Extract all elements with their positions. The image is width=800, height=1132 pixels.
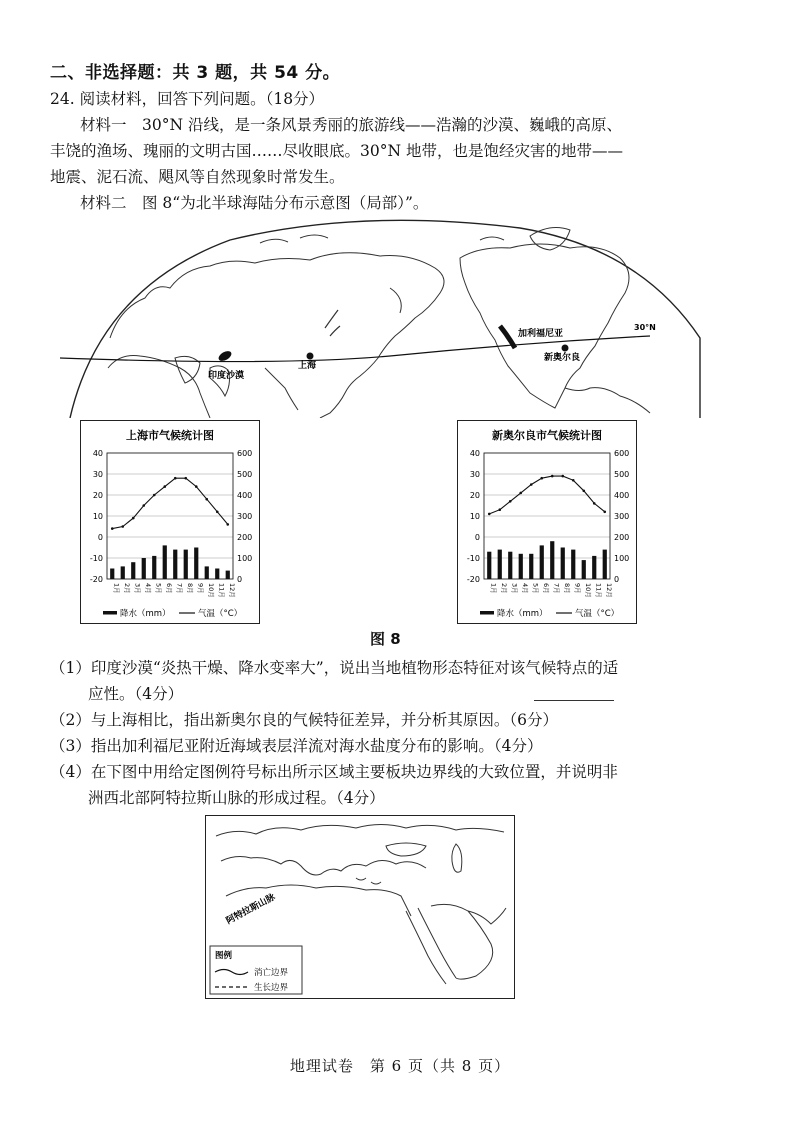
shanghai-legend-precip: 降水（mm） [120, 609, 171, 619]
shanghai-right-tick: 0 [237, 575, 243, 584]
shanghai-left-tick: 20 [92, 491, 103, 500]
new-orleans-precip-bar [603, 550, 607, 579]
new-orleans-month-label: 9月 [573, 583, 582, 594]
iberia-italy-coast [221, 857, 426, 875]
hemisphere-map [60, 218, 710, 418]
sub-question-1-line-2: 应性。（4分） [88, 685, 184, 703]
shanghai-right-tick: 100 [237, 554, 253, 563]
question-24-header [50, 87, 324, 111]
shanghai-temp-point [195, 485, 198, 488]
shanghai-right-tick: 300 [237, 512, 253, 521]
new-orleans-temp-point [530, 483, 533, 486]
shanghai-month-label: 12月 [227, 583, 236, 598]
new-orleans-temp-point [603, 511, 606, 514]
shanghai-temp-point [174, 477, 177, 480]
new-orleans-month-label: 2月 [499, 583, 508, 594]
legend-title: 图例 [215, 951, 233, 961]
new-orleans-right-tick: 500 [614, 470, 630, 479]
shanghai-left-tick: 10 [92, 512, 103, 521]
shanghai-climate-chart [80, 420, 260, 624]
new-orleans-precip-bar [487, 552, 491, 579]
shanghai-month-label: 3月 [133, 583, 142, 594]
shanghai-title: 上海市气候统计图 [126, 429, 214, 442]
new-orleans-left-tick: 20 [469, 491, 480, 500]
plate-map-svg [206, 816, 514, 998]
new-orleans-precip-bar [592, 556, 596, 579]
new-orleans-right-tick: 400 [614, 491, 630, 500]
shanghai-month-label: 6月 [164, 583, 173, 594]
kamchatka [390, 288, 401, 313]
shanghai-temp-point [132, 517, 135, 520]
map-label-30n: 30°N [634, 323, 656, 332]
persian-gulf [468, 908, 506, 924]
material-2-line: 材料二 图 8“为北半球海陆分布示意图（局部）”。 [80, 194, 429, 212]
material-1-line-3: 地震、泥石流、飓风等自然现象时常发生。 [50, 168, 345, 186]
shanghai-temp-point [205, 498, 208, 501]
new-orleans-climate-chart [457, 420, 637, 624]
sub-question-3: （3）指出加利福尼亚附近海域表层洋流对海水盐度分布的影响。（4分） [50, 737, 543, 755]
material-1-line-2: 丰饶的渔场、瑰丽的文明古国……尽收眼底。30°N 地带，也是饱经灾害的地带—— [50, 142, 623, 160]
new-orleans-month-label: 4月 [520, 583, 529, 594]
new-orleans-precip-bar [582, 560, 586, 579]
material-1-line-1: 材料一 30°N 沿线，是一条风景秀丽的旅游线——浩瀚的沙漠、巍峨的高原、 [80, 116, 622, 134]
shanghai-month-label: 5月 [154, 583, 163, 594]
shanghai-right-tick: 200 [237, 533, 253, 542]
sub-question-2: （2）与上海相比，指出新奥尔良的气候特征差异，并分析其原因。（6分） [50, 711, 558, 729]
new-orleans-precip-bar [529, 554, 533, 579]
question-24-number: 24. [50, 90, 80, 108]
shanghai-temp-line [112, 478, 228, 528]
map-label-new-orleans: 新奥尔良 [544, 353, 581, 363]
new-orleans-legend-temp: 气温（°C） [575, 609, 620, 619]
shanghai-left-tick: 0 [97, 533, 103, 542]
new-orleans-left-tick: 30 [469, 470, 480, 479]
shanghai-precip-bar [194, 548, 198, 580]
new-orleans-temp-point [551, 475, 554, 478]
shanghai-month-label: 10月 [206, 583, 215, 598]
new-orleans-marker [562, 345, 569, 352]
map-label-atlas: 阿特拉斯山脉 [224, 892, 278, 927]
new-orleans-month-label: 3月 [510, 583, 519, 594]
north-america-coast [460, 244, 629, 408]
new-orleans-temp-point [572, 479, 575, 482]
caspian-sea [452, 844, 462, 872]
california-coast-marker [500, 326, 515, 348]
shanghai-legend-bar-swatch [103, 611, 117, 615]
new-orleans-temp-point [498, 508, 501, 511]
europe-coast [216, 825, 504, 837]
new-orleans-precip-bar [508, 552, 512, 579]
new-orleans-precip-bar [519, 554, 523, 579]
shanghai-precip-bar [163, 545, 167, 579]
seasia-coast [265, 368, 298, 410]
shanghai-legend-temp: 气温（°C） [198, 609, 243, 619]
arabia-peninsula [431, 904, 493, 979]
africa-coast [108, 356, 210, 419]
new-orleans-month-label: 5月 [531, 583, 540, 594]
new-orleans-precip-bar [498, 550, 502, 579]
shanghai-left-tick: 40 [92, 449, 103, 458]
shanghai-precip-bar [205, 566, 209, 579]
new-orleans-precip-bar [571, 550, 575, 579]
new-orleans-month-label: 8月 [562, 583, 571, 594]
shanghai-temp-point [184, 477, 187, 480]
shanghai-temp-point [153, 494, 156, 497]
new-orleans-month-label: 12月 [604, 583, 613, 598]
legend-constructive-label: 生长边界 [254, 983, 289, 993]
new-orleans-month-label: 1月 [489, 583, 498, 594]
shanghai-precip-bar [184, 550, 188, 579]
question-24-prompt: 阅读材料，回答下列问题。（18分） [79, 90, 325, 108]
shanghai-left-tick: -20 [89, 575, 103, 584]
new-orleans-right-tick: 200 [614, 533, 630, 542]
sub-question-4-line-1: （4）在下图中用给定图例符号标出所示区域主要板块边界线的大致位置，并说明非 [50, 763, 618, 781]
shanghai-temp-point [216, 511, 219, 514]
greek-islands [356, 878, 381, 884]
new-orleans-left-tick: -10 [466, 554, 480, 563]
shanghai-precip-bar [131, 562, 135, 579]
black-sea [386, 843, 426, 856]
shanghai-right-tick: 600 [237, 449, 253, 458]
shanghai-month-label: 1月 [112, 583, 121, 594]
new-orleans-right-tick: 300 [614, 512, 630, 521]
shanghai-month-label: 4月 [143, 583, 152, 594]
shanghai-precip-bar [152, 556, 156, 579]
new-orleans-chart-svg [458, 421, 636, 623]
figure-caption: 图 8 [370, 630, 401, 648]
arabia-coast [175, 356, 200, 383]
new-orleans-right-tick: 0 [614, 575, 620, 584]
thar-desert-marker [217, 349, 233, 363]
shanghai-right-tick: 400 [237, 491, 253, 500]
arctic-islands [260, 235, 504, 243]
shanghai-month-label: 2月 [122, 583, 131, 594]
new-orleans-temp-point [509, 500, 512, 503]
shanghai-precip-bar [226, 571, 230, 579]
new-orleans-month-label: 11月 [594, 583, 603, 598]
red-sea [406, 908, 456, 984]
central-america [565, 388, 650, 413]
new-orleans-right-tick: 100 [614, 554, 630, 563]
new-orleans-temp-point [561, 475, 564, 478]
japan-islands [325, 310, 340, 336]
new-orleans-left-tick: 40 [469, 449, 480, 458]
shanghai-right-tick: 500 [237, 470, 253, 479]
map-label-shanghai: 上海 [298, 361, 317, 371]
shanghai-marker [307, 353, 314, 360]
new-orleans-month-label: 6月 [541, 583, 550, 594]
new-orleans-left-tick: 10 [469, 512, 480, 521]
new-orleans-temp-point [593, 502, 596, 505]
new-orleans-temp-point [488, 513, 491, 516]
sub-question-1-line-1: （1）印度沙漠“炎热干燥、降水变率大”，说出当地植物形态特征对该气候特点的适 [50, 659, 619, 677]
new-orleans-month-label: 7月 [552, 583, 561, 594]
handwritten-underline [534, 700, 614, 701]
new-orleans-left-tick: -20 [466, 575, 480, 584]
new-orleans-month-label: 10月 [583, 583, 592, 598]
shanghai-temp-point [142, 504, 145, 507]
shanghai-left-tick: -10 [89, 554, 103, 563]
shanghai-precip-bar [110, 569, 114, 580]
new-orleans-temp-point [540, 477, 543, 480]
new-orleans-right-tick: 600 [614, 449, 630, 458]
new-orleans-precip-bar [540, 545, 544, 579]
legend-consumptive-label: 消亡边界 [254, 968, 289, 978]
new-orleans-legend-bar-swatch [480, 611, 494, 615]
map-label-thar-desert: 印度沙漠 [208, 371, 245, 381]
new-orleans-precip-bar [561, 548, 565, 580]
map-label-california: 加利福尼亚 [518, 329, 564, 339]
new-orleans-temp-point [582, 490, 585, 493]
plate-boundary-map [205, 815, 515, 999]
new-orleans-temp-point [519, 492, 522, 495]
shanghai-temp-point [121, 525, 124, 528]
new-orleans-precip-bar [550, 541, 554, 579]
sub-question-4-line-2: 洲西北部阿特拉斯山脉的形成过程。（4分） [88, 789, 385, 807]
shanghai-precip-bar [142, 558, 146, 579]
section-title: 二、非选择题：共 3 题，共 54 分。 [50, 63, 341, 83]
shanghai-temp-point [163, 485, 166, 488]
new-orleans-left-tick: 0 [474, 533, 480, 542]
shanghai-temp-point [111, 527, 114, 530]
shanghai-temp-point [226, 523, 229, 526]
shanghai-chart-svg [81, 421, 259, 623]
shanghai-month-label: 8月 [185, 583, 194, 594]
shanghai-month-label: 11月 [217, 583, 226, 598]
new-orleans-legend-precip: 降水（mm） [497, 609, 548, 619]
new-orleans-title: 新奥尔良市气候统计图 [492, 429, 602, 442]
shanghai-precip-bar [121, 566, 125, 579]
shanghai-month-label: 7月 [175, 583, 184, 594]
shanghai-precip-bar [215, 569, 219, 580]
shanghai-left-tick: 30 [92, 470, 103, 479]
shanghai-precip-bar [173, 550, 177, 579]
page-footer: 地理试卷 第 6 页（共 8 页） [289, 1057, 511, 1075]
shanghai-month-label: 9月 [196, 583, 205, 594]
